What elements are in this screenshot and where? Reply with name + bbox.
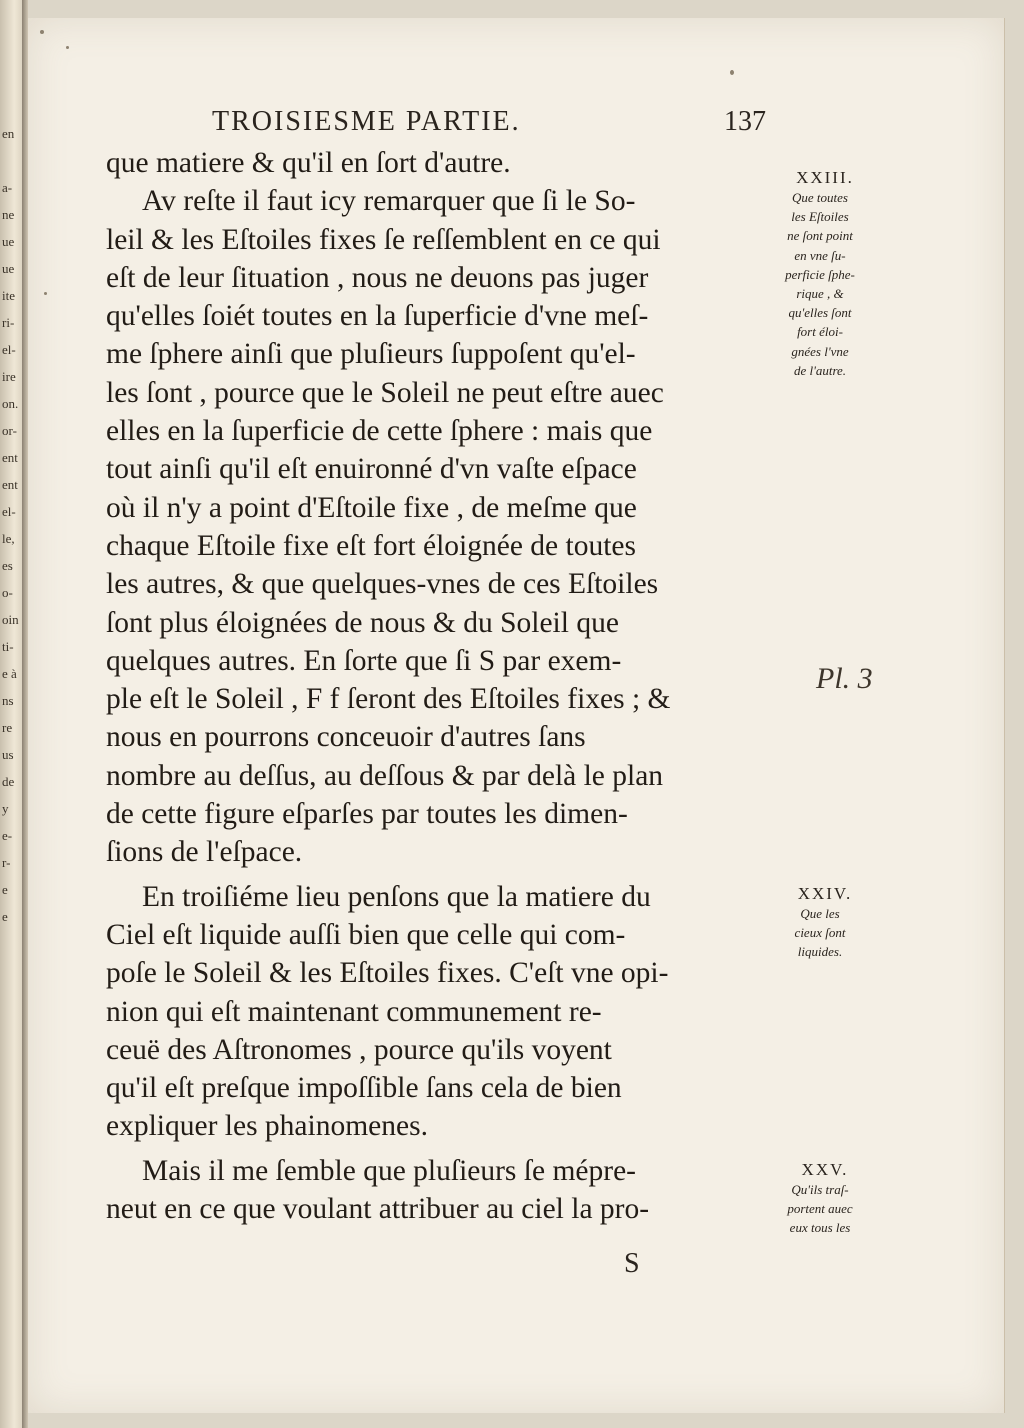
text-line: leil & les Eſtoiles fixes ſe reſſemblent en ce qui [106,223,661,256]
margin-note-xxiv [770,884,870,962]
previous-page-fragment: ri- [2,315,15,330]
previous-page-fragment: ns [2,693,14,708]
previous-page-fragment: ent [2,477,18,492]
text-line: chaque Eſtoile fixe eſt fort éloignée de toutes [106,529,636,562]
previous-page-fragment: e [2,882,8,897]
previous-page-fragment: e- [2,828,13,843]
text-line: qu'il eſt preſque impoſſible ſans cela de bien [106,1072,622,1105]
text-line: Av reſte il faut icy remarquer que ſi le So- [142,185,636,218]
margin-note-number: XXV. [801,1160,849,1179]
previous-page-fragment: en [2,126,15,141]
previous-page-fragment: ue [2,261,15,276]
text-line: ple eſt le Soleil , F f ſeront des Eſtoiles fixes ; & [106,683,671,716]
previous-page-fragment: ent [2,450,18,465]
margin-note-line: rique , & [796,286,844,302]
paper-speck [44,292,47,295]
plate-reference: Pl. 3 [816,662,873,695]
margin-note-text [770,904,870,962]
previous-page-fragment: o- [2,585,13,600]
previous-page-fragment: or- [2,423,17,438]
margin-note-line: Qu'ils traſ- [791,1182,849,1197]
margin-note-line: ne ſont point [787,228,853,244]
text-line: ſions de l'eſpace. [106,836,303,869]
previous-page-fragment: re [2,720,13,735]
previous-page-fragment: ti- [2,639,14,654]
text-line: que matiere & qu'il en ſort d'autre. [106,147,511,179]
margin-note-text [770,188,870,380]
text-line: tout ainſi qu'il eſt enuironné d'vn vaſte eſpace [106,453,637,486]
previous-page-fragment: r- [2,855,11,870]
margin-note-line: portent auec [787,1201,853,1217]
running-head: TROISIESME PARTIE. [212,106,521,137]
previous-page-fragment: e à [2,666,17,681]
text-line: Ciel eſt liquide auſſi bien que celle qui com- [106,918,626,951]
text-line: où il n'y a point d'Eſtoile fixe , de meſme que [106,491,637,524]
text-line: nous en pourrons conceuoir d'autres ſans [106,721,586,754]
text-line: eſt de leur ſituation , nous ne deuons pas juger [106,261,649,294]
previous-page-fragment: ue [2,234,15,249]
margin-note-number: XXIV. [797,884,853,903]
previous-page-fragment: us [2,747,14,762]
margin-note-line: de l'autre. [793,362,847,378]
margin-note-xxv [770,1160,870,1238]
text-line: de cette figure eſparſes par toutes les dimen- [106,798,628,831]
margin-note-line: liquides. [797,944,843,960]
margin-note-line: eux tous les [789,1220,851,1236]
main-text-block [106,144,768,1228]
margin-note-line: perficie ſphe- [785,266,855,282]
text-line: En troiſiéme lieu penſons que la matiere du [142,880,651,913]
margin-note-line: qu'elles ſont [788,305,852,321]
signature-mark: S [624,1248,640,1279]
previous-page-fragment: on. [2,396,19,411]
margin-note-line: les Eſtoiles [791,209,849,225]
margin-note-line: cieux ſont [794,925,846,941]
previous-page-fragment: el- [2,504,16,519]
previous-page-fragment: el- [2,342,16,357]
margin-note-line: Que les [800,906,840,921]
text-line: nombre au deſſus, au deſſous & par delà le plan [106,759,664,792]
paper-speck [66,46,69,49]
margin-note-text [770,1180,870,1238]
paper-speck [730,70,734,75]
margin-note-line: gnées l'vne [791,343,849,359]
margin-note-line: fort éloi- [797,324,843,340]
margin-note-xxiii [770,168,870,380]
page-header [212,106,772,146]
previous-page-fragment [2,147,22,174]
previous-page-fragment: ne [2,207,15,222]
previous-page-fragment: es [2,558,13,573]
text-line: les ſont , pource que le Soleil ne peut eſtre auec [106,376,664,409]
text-line: ſont plus éloignées de nous & du Soleil que [106,606,619,639]
text-line: poſe le Soleil & les Eſtoiles fixes. C'eſt vne opi- [106,957,669,990]
previous-page-fragment: ite [2,288,15,303]
margin-note-line: en vne ſu- [794,247,846,263]
text-line: les autres, & que quelques-vnes de ces Eſtoiles [106,568,659,601]
page-number: 137 [724,106,766,137]
previous-page-text-fragments [2,120,22,930]
text-line: me ſphere ainſi que pluſieurs ſuppoſent qu'el- [106,338,636,371]
text-line: elles en la ſuperficie de cette ſphere : mais que [106,415,653,448]
text-line: expliquer les phainomenes. [106,1110,428,1143]
text-line: qu'elles ſoiét toutes en la ſuperficie d'vne meſ- [106,300,649,333]
book-page [28,18,1005,1413]
previous-page-fragment: e [2,909,8,924]
margin-note-number: XXIII. [796,168,854,187]
previous-page-fragment: de [2,774,15,789]
paper-speck [40,30,44,34]
margin-note-line: Que toutes [792,190,848,205]
text-line: quelques autres. En ſorte que ſi S par exem- [106,644,622,677]
previous-page-fragment: oin [2,612,19,627]
previous-page-edge [0,0,24,1428]
text-line: neut en ce que voulant attribuer au ciel la pro- [106,1193,650,1226]
previous-page-fragment: le, [2,531,15,546]
text-line: nion qui eſt maintenant communement re- [106,995,602,1028]
previous-page-fragment: y [2,801,9,816]
text-line: ceuë des Aſtronomes , pource qu'ils voyent [106,1033,612,1066]
previous-page-fragment: ire [2,369,16,384]
text-line: Mais il me ſemble que pluſieurs ſe mépre- [142,1154,636,1187]
previous-page-fragment: a- [2,180,13,195]
